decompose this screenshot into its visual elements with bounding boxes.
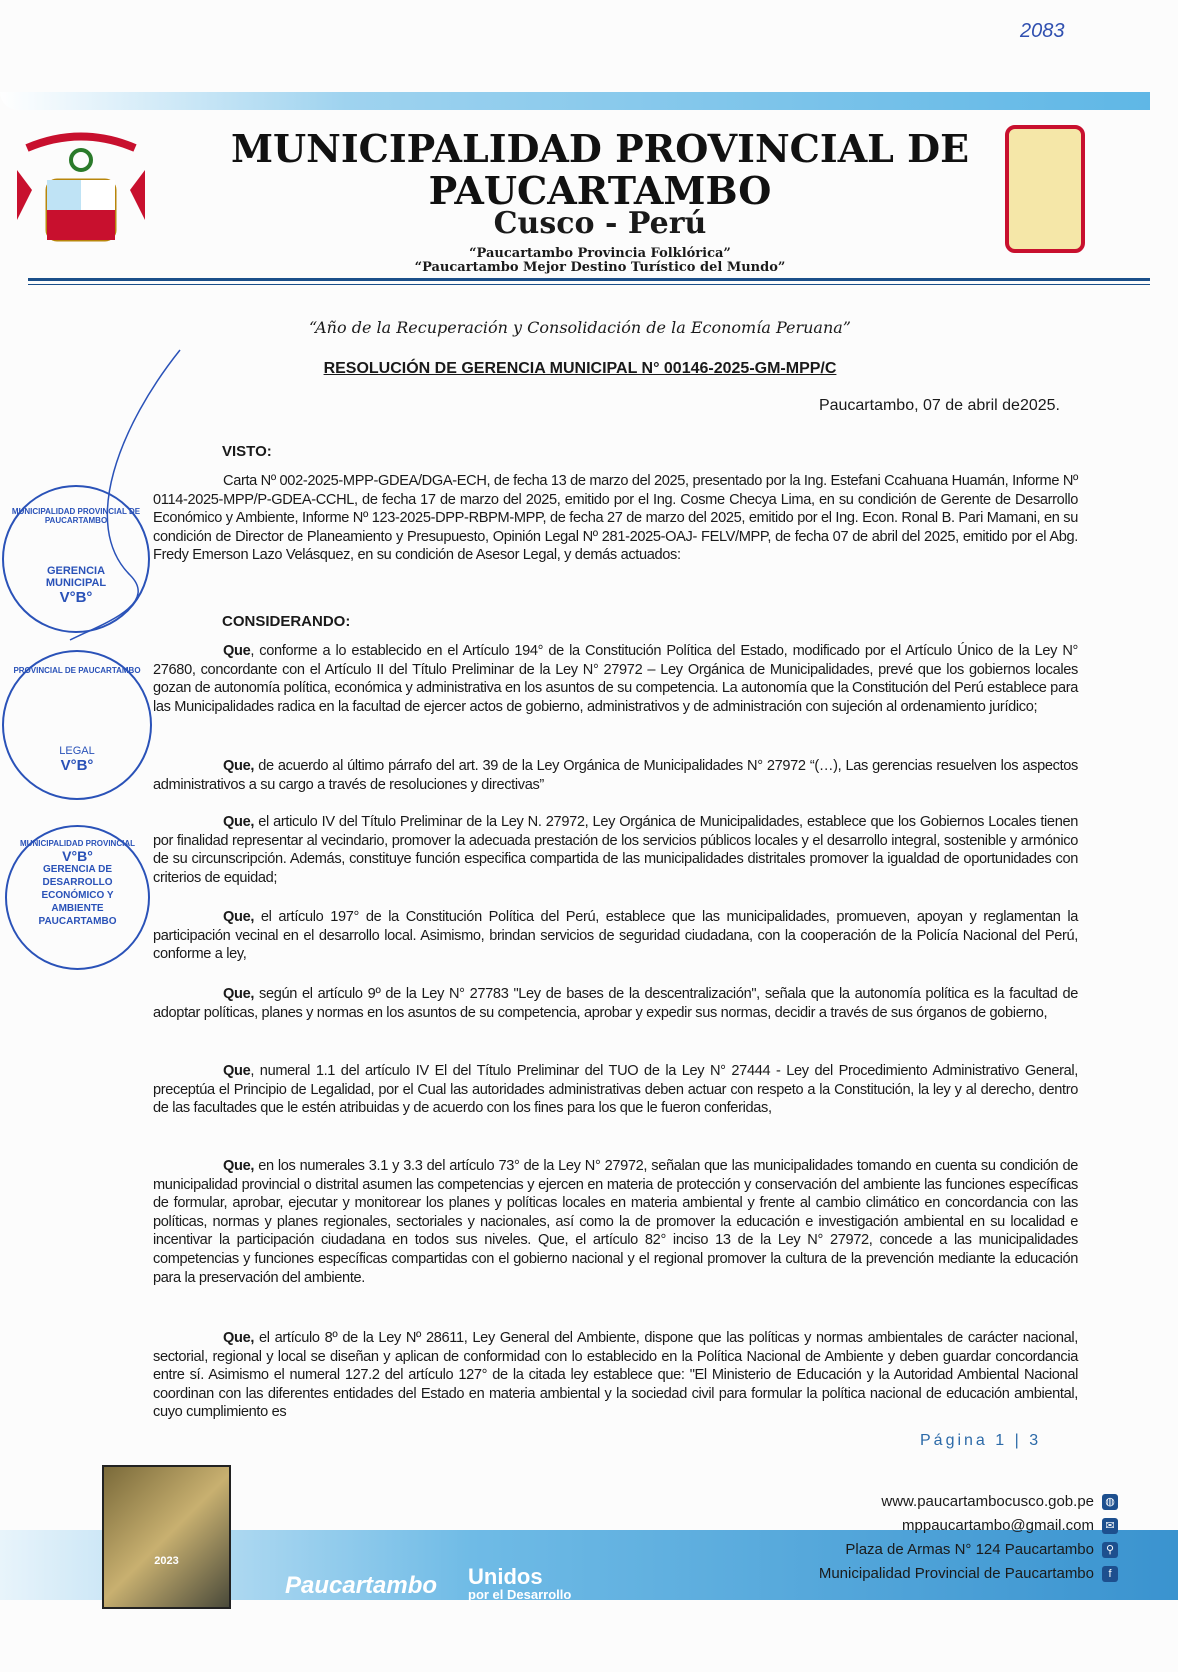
title-line-2: PAUCARTAMBO — [428, 168, 772, 213]
slogans — [160, 247, 1040, 275]
paragraph-lead: Que — [223, 643, 251, 659]
unidos-logo — [468, 1564, 572, 1604]
stamp-text: MUNICIPAL — [45, 577, 107, 589]
paragraph — [153, 1157, 1078, 1287]
contact-website[interactable] — [819, 1490, 1118, 1514]
stamp-text: GERENCIA DE — [42, 864, 113, 875]
paragraph-text: , numeral 1.1 del artículo IV El del Título Preliminar del TUO de la Ley N° 27444 - Ley del Procedimiento Administrativo General, preceptúa el Principio de Legalidad, por el Cual las autoridades administrativas deben actuar con respeto a la Constitución, la ley y al derecho, dentro de las facultades que le estén atribuidas y de acuerdo con los fines para los que le fueron conferidas, — [153, 1063, 1078, 1117]
paragraph-text: de acuerdo al último párrafo del art. 39 de la Ley Orgánica de Municipalidades N° 27972 “(…), Las gerencias resuelven los aspectos administrativos a su cargo a través de resoluciones y directivas” — [153, 758, 1078, 793]
paragraph — [153, 642, 1078, 716]
paragraph — [153, 1329, 1078, 1422]
address-text: Plaza de Armas N° 124 Paucartambo — [845, 1541, 1094, 1558]
stamp-text: MUNICIPALIDAD PROVINCIAL — [20, 839, 135, 848]
paragraph-text: en los numerales 3.1 y 3.3 del artículo 73° de la Ley N° 27972, señalan que las municipalidades tomando en cuenta su condición de municipalidad provincial o distrital asumen las competencias y ejercen en materia de protección y conservación del ambiente las funciones específicas de formular, aprobar, ejecutar y monitorear los planes y políticas locales en materia ambiental y frente al cambio climático en concordancia con las políticas, normas y planes regionales, sectoriales y nacionales, así como la de promover la educación e investigación ambiental en su localidad e incentivar la participación ciudadana en todos sus niveles. Que, el artículo 82° inciso 13 de la Ley N° 27972, concede a las municipalidades competencias y funciones específicas compartidas con el gobierno nacional y el regional promover la cultura de la prevención mediante la educación para la preservación del ambiente. — [153, 1158, 1078, 1286]
website-text[interactable]: www.paucartambocusco.gob.pe — [881, 1493, 1094, 1510]
paragraph-text: según el artículo 9º de la Ley N° 27783 "Ley de bases de la descentralización", señala que la autonomía política es la facultad de adoptar políticas, planes y normas en los asuntos de su competencia, aprobar y expedir sus normas, decidir a través de sus órganos de gobierno, — [153, 986, 1078, 1021]
contact-address — [819, 1538, 1118, 1562]
paragraph-lead: Que, — [223, 814, 255, 830]
handwritten-page-number: 2083 — [1020, 20, 1065, 42]
facebook-text[interactable]: Municipalidad Provincial de Paucartambo — [818, 1565, 1094, 1582]
facebook-icon: f — [1102, 1566, 1118, 1582]
stamp-text: V°B° — [59, 589, 93, 606]
stamp-text: DESARROLLO — [42, 877, 113, 888]
header-rule — [28, 278, 1150, 281]
paragraph — [153, 908, 1078, 964]
paragraph-lead: Que, — [223, 1330, 255, 1346]
stamp-text: V°B° — [60, 757, 94, 774]
tourism-award-badge — [102, 1465, 231, 1609]
peru-coat-of-arms-icon — [12, 130, 150, 260]
globe-icon: ◍ — [1102, 1494, 1118, 1510]
paragraph-text: , conforme a lo establecido en el Artículo 194° de la Constitución Política del Estado, modificado por el Artículo Único de la Ley N° 27680, concordante con el Artículo II del Título Preliminar de la Ley N° 27972 – Ley Orgánica de Municipalidades, prevé que los gobiernos locales gozan de autonomía política, económica y administrativa en los asuntos de su competencia. La autonomía que la Constitución del Perú establece para las Municipalidades radica en la facultad de ejercer actos de gobierno, administrativos y de administración con sujeción al ordenamiento jurídico; — [153, 643, 1078, 715]
header-rule-thin — [28, 284, 1150, 285]
paragraph-text: el articulo IV del Título Preliminar de la Ley N. 27972, Ley Orgánica de Municipalidades, establece que los Gobiernos Locales tienen por finalidad representar al vecindario, promover la adecuada prestación de los servicios públicos locales y el desarrollo integral, sostenible y armónico de su circunscripción. Además, constituye función especifica compartida de las municipalidades distritales promover la igualdad de oportunidades con criterios de equidad; — [153, 814, 1078, 886]
resolution-title: RESOLUCIÓN DE GERENCIA MUNICIPAL N° 00146-2025-GM-MPP/C — [323, 360, 837, 377]
stamp-text: GERENCIA — [46, 565, 106, 577]
paragraph — [153, 1062, 1078, 1118]
place-date: Paucartambo, 07 de abril de2025. — [818, 397, 1060, 414]
stamp-gerencia-desarrollo — [5, 825, 150, 970]
stamp-text: PROVINCIAL DE PAUCARTAMBO — [13, 666, 141, 675]
page-number: Página 1 | 3 — [920, 1432, 1042, 1449]
year-motto: “Año de la Recuperación y Consolidación de la Economía Peruana” — [309, 318, 851, 337]
badge-year: 2023 — [154, 1555, 179, 1567]
paragraph-lead: Que, — [223, 909, 255, 925]
paragraph-lead: Que, — [223, 986, 255, 1002]
header-band — [0, 92, 1150, 110]
paragraph — [153, 985, 1078, 1022]
unidos-logo-text: Unidos — [468, 1564, 543, 1589]
stamp-text: ECONÓMICO Y — [41, 890, 114, 901]
location-subtitle: Cusco - Perú — [493, 206, 707, 241]
visto-text: Carta Nº 002-2025-MPP-GDEA/DGA-ECH, de fecha 13 de marzo del 2025, presentado por la Ing. Estefani Ccahuana Huamán, Informe Nº 0114-2025-MPP/P-GDEA-CCHL, de fecha 17 de marzo del 2025, emitido por el Ing. Cosme Checya Lima, en su condición de Gerente de Desarrollo Económico y Ambiente, Informe Nº 123-2025-DPP-RBPM-MPP, de fecha 27 de marzo del 2025, emitido por el Ing. Econ. Ronal B. Pari Mamani, en su condición de Director de Planeamiento y Presupuesto, Opinión Legal Nº 281-2025-OAJ- FELV/MPP, de fecha 07 de abril del 2025, emitido por el Abg. Fredy Emerson Lazo Velásquez, en su condición de Asesor Legal, y demás actuados: — [153, 473, 1078, 564]
email-text[interactable]: mppaucartambo@gmail.com — [902, 1517, 1094, 1534]
location-pin-icon: ⚲ — [1102, 1542, 1118, 1558]
slogan-2: “Paucartambo Mejor Destino Turístico del Mundo” — [414, 260, 786, 275]
paragraph-lead: Que, — [223, 758, 255, 774]
stamp-asesoria-legal — [2, 650, 152, 800]
paragraph — [153, 757, 1078, 794]
paragraph-text: el artículo 8º de la Ley Nº 28611, Ley General del Ambiente, dispone que las políticas y normas ambientales de carácter nacional, sectorial, regional y local se diseñan y aplican de conformidad con lo establecido en la Política Nacional de Ambiente y deben guardar concordancia entre sí. Asimismo el numeral 127.2 del artículo 127° de la citada ley establece que: "El Ministerio de Educación y la Autoridad Ambiental Nacional coordinan con las diferentes entidades del Estado en materia ambiental y la sociedad civil para formular la política nacional de educación ambiental, cuyo cumplimiento es — [153, 1330, 1078, 1421]
visto-heading: VISTO: — [222, 443, 272, 460]
paragraph — [153, 813, 1078, 887]
paragraph-lead: Que — [223, 1063, 251, 1079]
mail-icon: ✉ — [1102, 1518, 1118, 1534]
stamp-text: LEGAL — [59, 745, 95, 757]
stamp-text: MUNICIPALIDAD PROVINCIAL DE PAUCARTAMBO — [11, 507, 141, 525]
paragraph-text: el artículo 197° de la Constitución Política del Perú, establece que las municipalidades, promueven, apoyan y reglamentan la participación vecinal en el desarrollo local. Asimismo, brindan servicios de seguridad ciudadana, con la cooperación de la Policía Nacional del Perú, conforme a ley, — [153, 909, 1078, 963]
contact-facebook[interactable] — [819, 1562, 1118, 1586]
paragraph-lead: Que, — [223, 1158, 255, 1174]
slogan-1: “Paucartambo Provincia Folklórica” — [469, 246, 731, 261]
stamp-text: PAUCARTAMBO — [38, 916, 117, 927]
contact-email[interactable] — [819, 1514, 1118, 1538]
stamp-text: AMBIENTE — [51, 903, 104, 914]
title-line-1: MUNICIPALIDAD PROVINCIAL DE — [230, 126, 970, 171]
stamp-text: V°B° — [62, 848, 93, 864]
considerando-heading: CONSIDERANDO: — [222, 613, 351, 630]
municipality-title — [160, 128, 1040, 212]
contact-block — [819, 1490, 1118, 1586]
unidos-logo-subtext: por el Desarrollo — [468, 1587, 572, 1602]
paucartambo-logo: Paucartambo — [285, 1572, 438, 1599]
signature-icon — [60, 345, 190, 645]
visto-paragraph — [153, 472, 1078, 565]
